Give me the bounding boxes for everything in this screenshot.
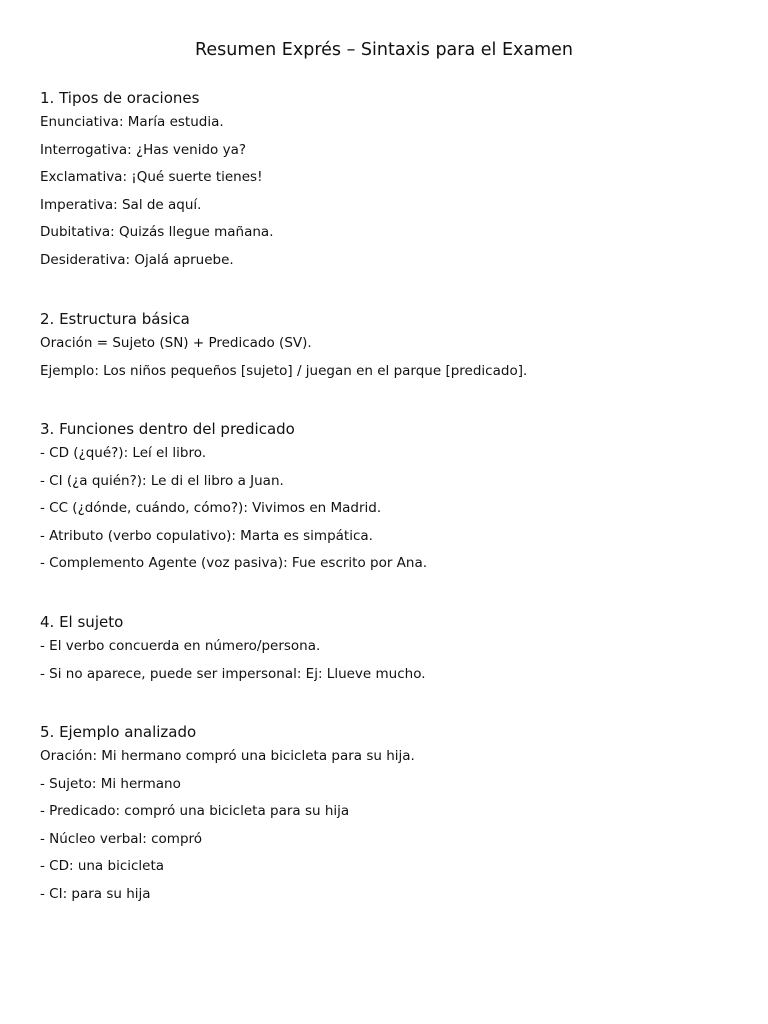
section-lines: [40, 743, 740, 909]
text-line: Exclamativa: ¡Qué suerte tienes!: [40, 169, 263, 186]
section-heading: 2. Estructura básica: [40, 310, 190, 328]
section-el-sujeto: [40, 612, 740, 688]
text-line: Enunciativa: María estudia.: [40, 114, 224, 130]
text-line: - CI (¿a quién?): Le di el libro a Juan.: [40, 472, 284, 489]
section-heading: 5. Ejemplo analizado: [40, 723, 197, 741]
text-line: - Complemento Agente (voz pasiva): Fue escrito por Ana.: [40, 555, 428, 572]
section-funciones-predicado: [40, 419, 740, 578]
text-line: Interrogativa: ¿Has venido ya?: [40, 141, 247, 158]
text-line: Imperativa: Sal de aquí.: [40, 196, 202, 213]
text-line: - El verbo concuerda en número/persona.: [40, 638, 321, 654]
text-line: - Núcleo verbal: compró: [40, 830, 203, 847]
text-line: - Predicado: compró una bicicleta para su hija: [40, 803, 350, 820]
text-line: Oración: Mi hermano compró una bicicleta para su hija.: [40, 748, 415, 764]
text-line: Oración = Sujeto (SN) + Predicado (SV).: [40, 335, 312, 351]
section-heading: 3. Funciones dentro del predicado: [40, 420, 295, 438]
text-line: - CI: para su hija: [40, 885, 151, 902]
section-tipos-de-oraciones: [40, 88, 740, 275]
section-estructura-basica: [40, 309, 740, 385]
section-lines: [40, 633, 740, 688]
section-ejemplo-analizado: [40, 722, 740, 909]
text-line: Dubitativa: Quizás llegue mañana.: [40, 224, 274, 241]
section-lines: [40, 330, 740, 385]
text-line: - CD (¿qué?): Leí el libro.: [40, 445, 207, 461]
text-line: Desiderativa: Ojalá apruebe.: [40, 251, 234, 268]
section-lines: [40, 440, 740, 578]
section-heading: 1. Tipos de oraciones: [40, 89, 200, 107]
text-line: Ejemplo: Los niños pequeños [sujeto] / juegan en el parque [predicado].: [40, 362, 528, 379]
text-line: - Si no aparece, puede ser impersonal: Ej: Llueve mucho.: [40, 665, 426, 682]
section-lines: [40, 109, 740, 275]
section-heading: 4. El sujeto: [40, 613, 124, 631]
text-line: - CC (¿dónde, cuándo, cómo?): Vivimos en Madrid.: [40, 500, 382, 517]
document-title: Resumen Exprés – Sintaxis para el Examen: [194, 40, 573, 60]
text-line: - Sujeto: Mi hermano: [40, 775, 181, 792]
text-line: - CD: una bicicleta: [40, 858, 165, 875]
text-line: - Atributo (verbo copulativo): Marta es simpática.: [40, 527, 373, 544]
